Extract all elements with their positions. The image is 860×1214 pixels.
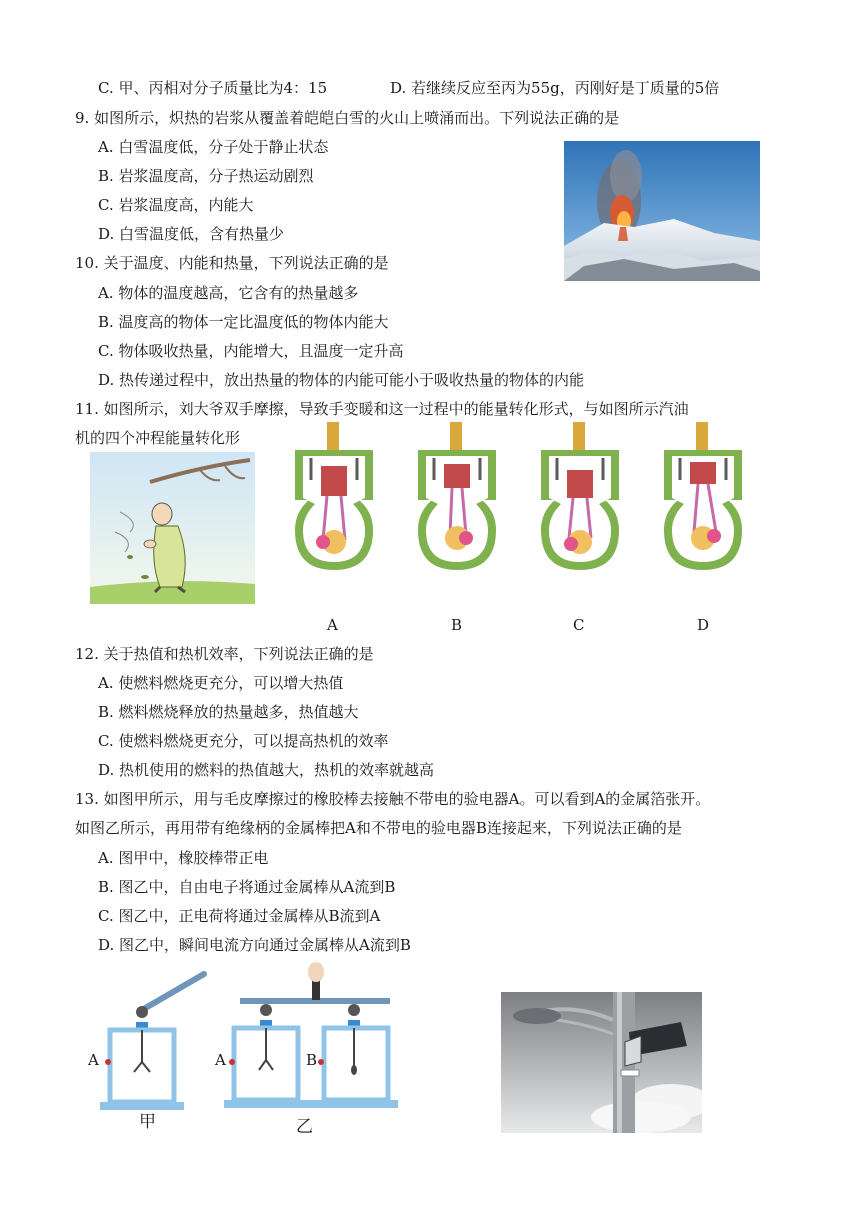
q9-option-d: D. 白雪温度低，含有热量少 [98,225,285,243]
q13-option-c: C. 图乙中，正电荷将通过金属棒从B流到A [98,907,381,925]
q10-option-a: A. 物体的温度越高，它含有的热量越多 [98,284,359,302]
q9-option-a: A. 白雪温度低，分子处于静止状态 [98,138,329,156]
q9-stem: 9. 如图所示，炽热的岩浆从覆盖着皑皑白雪的火山上喷涌而出。下列说法正确的是 [75,109,620,127]
q11-stem-line2: 机的四个冲程能量转化形 [75,429,241,447]
electroscope-label-yi-b: B [306,1051,318,1069]
q8-option-c: C. 甲、丙相对分子质量比为4：15 [98,79,328,97]
q13-option-d: D. 图乙中，瞬间电流方向通过金属棒从A流到B [98,936,411,954]
engine-label-d: D [697,616,710,634]
q10-stem: 10. 关于温度、内能和热量，下列说法正确的是 [75,254,389,272]
figure-caption-jia: 甲 [139,1112,156,1132]
engine-label-b: B [451,616,463,634]
q13-stem-line1: 13. 如图甲所示，用与毛皮摩擦过的橡胶棒去接触不带电的验电器A。可以看到A的金属箔张开。 [75,790,711,808]
engine-diagram-b [410,420,504,580]
engine-label-c: C [573,616,585,634]
engine-diagram-d [656,420,750,580]
old-man-image [90,452,255,604]
q12-option-c: C. 使燃料燃烧更充分，可以提高热机的效率 [98,732,389,750]
q11-stem-line1: 11. 如图所示，刘大爷双手摩擦，导致手变暖和这一过程中的能量转化形式，与如图所示汽油 [75,400,689,418]
q9-option-c: C. 岩浆温度高，内能大 [98,196,254,214]
electroscope-figure [84,962,404,1137]
engine-diagram-c [533,420,627,580]
electroscope-label-yi-a: A [215,1051,226,1069]
q10-option-b: B. 温度高的物体一定比温度低的物体内能大 [98,313,389,331]
figure-caption-yi: 乙 [296,1117,313,1137]
q12-option-a: A. 使燃料燃烧更充分，可以增大热值 [98,674,344,692]
q12-stem: 12. 关于热值和热机效率，下列说法正确的是 [75,645,374,663]
q10-option-d: D. 热传递过程中，放出热量的物体的内能可能小于吸收热量的物体的内能 [98,371,585,389]
engine-label-a: A [327,616,338,634]
q13-option-a: A. 图甲中，橡胶棒带正电 [98,849,269,867]
electroscope-label-jia-a: A [88,1051,99,1069]
solar-street-light-image [501,992,702,1133]
q12-option-b: B. 燃料燃烧释放的热量越多，热值越大 [98,703,359,721]
engine-diagram-a [287,420,381,580]
q10-option-c: C. 物体吸收热量，内能增大，且温度一定升高 [98,342,404,360]
q13-stem-line2: 如图乙所示，再用带有绝缘柄的金属棒把A和不带电的验电器B连接起来，下列说法正确的是 [75,819,682,837]
q9-option-b: B. 岩浆温度高，分子热运动剧烈 [98,167,314,185]
q12-option-d: D. 热机使用的燃料的热值越大，热机的效率就越高 [98,761,435,779]
q13-option-b: B. 图乙中，自由电子将通过金属棒从A流到B [98,878,396,896]
volcano-image [564,141,760,281]
q8-option-d: D. 若继续反应至丙为55g，丙刚好是丁质量的5倍 [390,79,720,97]
